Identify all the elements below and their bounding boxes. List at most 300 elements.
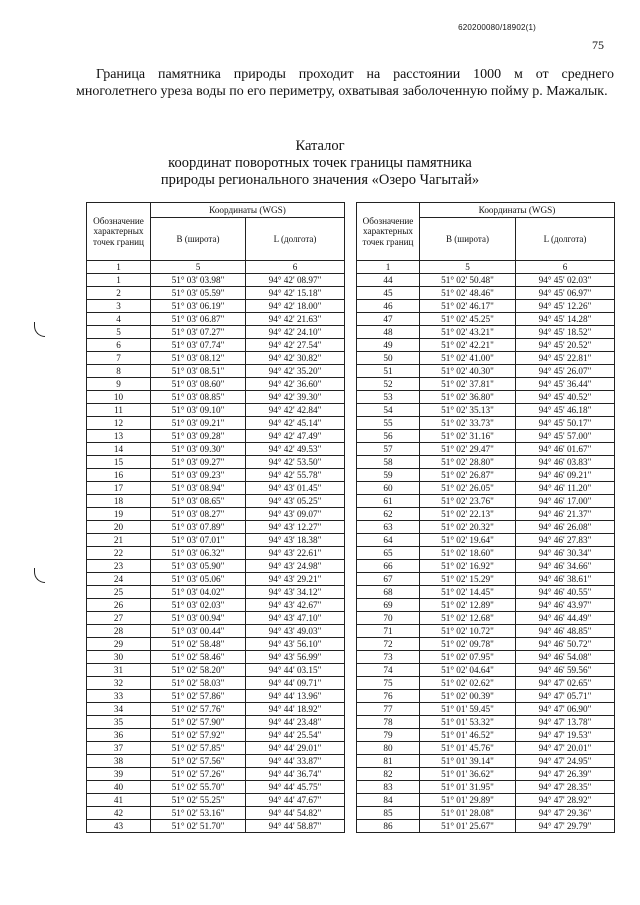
- latitude-cell: 51° 02' 57.26": [151, 768, 246, 781]
- table-row: [87, 651, 345, 664]
- latitude-cell: 51° 02' 07.95": [420, 651, 516, 664]
- coordinates-table-left: [86, 202, 345, 833]
- latitude-cell: 51° 03' 09.28": [151, 430, 246, 443]
- point-number-cell: 47: [357, 313, 420, 326]
- longitude-cell: 94° 44' 09.71": [246, 677, 345, 690]
- latitude-cell: 51° 01' 28.08": [420, 807, 516, 820]
- column-number-row: [87, 261, 345, 274]
- longitude-cell: 94° 43' 05.25": [246, 495, 345, 508]
- latitude-cell: 51° 02' 57.90": [151, 716, 246, 729]
- longitude-cell: 94° 44' 47.67": [246, 794, 345, 807]
- latitude-cell: 51° 02' 26.87": [420, 469, 516, 482]
- coords-column-header: Координаты (WGS): [420, 203, 615, 218]
- lon-column-header: L (долгота): [246, 218, 345, 261]
- longitude-cell: 94° 44' 45.75": [246, 781, 345, 794]
- point-number-cell: 53: [357, 391, 420, 404]
- longitude-cell: 94° 47' 20.01": [516, 742, 615, 755]
- latitude-cell: 51° 01' 53.32": [420, 716, 516, 729]
- latitude-cell: 51° 02' 15.29": [420, 573, 516, 586]
- table-row: [357, 755, 615, 768]
- point-number-cell: 59: [357, 469, 420, 482]
- table-row: [357, 274, 615, 287]
- latitude-cell: 51° 01' 25.67": [420, 820, 516, 833]
- latitude-cell: 51° 02' 58.03": [151, 677, 246, 690]
- point-number-cell: 78: [357, 716, 420, 729]
- point-number-cell: 35: [87, 716, 151, 729]
- latitude-cell: 51° 02' 33.73": [420, 417, 516, 430]
- point-number-cell: 23: [87, 560, 151, 573]
- longitude-cell: 94° 42' 53.50": [246, 456, 345, 469]
- table-row: [87, 534, 345, 547]
- latitude-cell: 51° 03' 06.19": [151, 300, 246, 313]
- point-number-cell: 25: [87, 586, 151, 599]
- longitude-cell: 94° 46' 09.21": [516, 469, 615, 482]
- point-number-cell: 34: [87, 703, 151, 716]
- longitude-cell: 94° 45' 12.26": [516, 300, 615, 313]
- table-row: [87, 638, 345, 651]
- point-number-cell: 4: [87, 313, 151, 326]
- longitude-cell: 94° 45' 06.97": [516, 287, 615, 300]
- table-row: [357, 703, 615, 716]
- point-number-cell: 69: [357, 599, 420, 612]
- longitude-cell: 94° 47' 26.39": [516, 768, 615, 781]
- latitude-cell: 51° 01' 59.45": [420, 703, 516, 716]
- latitude-cell: 51° 02' 22.13": [420, 508, 516, 521]
- latitude-cell: 51° 02' 26.05": [420, 482, 516, 495]
- latitude-cell: 51° 03' 02.03": [151, 599, 246, 612]
- latitude-cell: 51° 02' 57.85": [151, 742, 246, 755]
- latitude-cell: 51° 03' 00.44": [151, 625, 246, 638]
- table-row: [87, 599, 345, 612]
- point-number-cell: 82: [357, 768, 420, 781]
- latitude-cell: 51° 02' 55.70": [151, 781, 246, 794]
- table-row: [357, 586, 615, 599]
- longitude-cell: 94° 46' 30.34": [516, 547, 615, 560]
- longitude-cell: 94° 43' 34.12": [246, 586, 345, 599]
- point-number-cell: 44: [357, 274, 420, 287]
- point-number-cell: 28: [87, 625, 151, 638]
- longitude-cell: 94° 42' 15.18": [246, 287, 345, 300]
- point-number-cell: 85: [357, 807, 420, 820]
- table-row: [87, 456, 345, 469]
- longitude-cell: 94° 44' 54.82": [246, 807, 345, 820]
- table-row: [357, 820, 615, 833]
- point-number-cell: 3: [87, 300, 151, 313]
- longitude-cell: 94° 42' 45.14": [246, 417, 345, 430]
- point-number-cell: 31: [87, 664, 151, 677]
- longitude-cell: 94° 47' 06.90": [516, 703, 615, 716]
- table-row: [357, 742, 615, 755]
- longitude-cell: 94° 42' 39.30": [246, 391, 345, 404]
- point-number-cell: 19: [87, 508, 151, 521]
- longitude-cell: 94° 46' 59.56": [516, 664, 615, 677]
- latitude-cell: 51° 02' 58.48": [151, 638, 246, 651]
- latitude-cell: 51° 03' 07.27": [151, 326, 246, 339]
- latitude-cell: 51° 02' 20.32": [420, 521, 516, 534]
- longitude-cell: 94° 42' 27.54": [246, 339, 345, 352]
- longitude-cell: 94° 45' 50.17": [516, 417, 615, 430]
- longitude-cell: 94° 46' 50.72": [516, 638, 615, 651]
- longitude-cell: 94° 45' 26.07": [516, 365, 615, 378]
- point-number-cell: 36: [87, 729, 151, 742]
- table-row: [357, 625, 615, 638]
- latitude-cell: 51° 03' 08.60": [151, 378, 246, 391]
- latitude-cell: 51° 03' 05.90": [151, 560, 246, 573]
- table-row: [357, 443, 615, 456]
- latitude-cell: 51° 02' 40.30": [420, 365, 516, 378]
- latitude-cell: 51° 02' 35.13": [420, 404, 516, 417]
- table-row: [87, 703, 345, 716]
- table-row: [87, 716, 345, 729]
- longitude-cell: 94° 45' 36.44": [516, 378, 615, 391]
- table-row: [87, 573, 345, 586]
- longitude-cell: 94° 42' 35.20": [246, 365, 345, 378]
- lat-column-header: B (широта): [420, 218, 516, 261]
- table-row: [87, 547, 345, 560]
- latitude-cell: 51° 02' 28.80": [420, 456, 516, 469]
- point-number-cell: 11: [87, 404, 151, 417]
- longitude-cell: 94° 44' 03.15": [246, 664, 345, 677]
- coordinates-table-right: [356, 202, 615, 833]
- point-number-cell: 46: [357, 300, 420, 313]
- point-number-cell: 66: [357, 560, 420, 573]
- longitude-cell: 94° 46' 11.20": [516, 482, 615, 495]
- point-number-cell: 17: [87, 482, 151, 495]
- point-number-cell: 33: [87, 690, 151, 703]
- table-row: [357, 313, 615, 326]
- longitude-cell: 94° 42' 47.49": [246, 430, 345, 443]
- point-number-cell: 30: [87, 651, 151, 664]
- longitude-cell: 94° 46' 03.83": [516, 456, 615, 469]
- latitude-cell: 51° 03' 08.27": [151, 508, 246, 521]
- longitude-cell: 94° 44' 58.87": [246, 820, 345, 833]
- point-number-cell: 73: [357, 651, 420, 664]
- page-number: 75: [592, 38, 604, 52]
- column-number: 6: [516, 261, 615, 274]
- lon-column-header: L (долгота): [516, 218, 615, 261]
- latitude-cell: 51° 03' 08.94": [151, 482, 246, 495]
- point-number-cell: 55: [357, 417, 420, 430]
- point-number-cell: 5: [87, 326, 151, 339]
- longitude-cell: 94° 42' 08.97": [246, 274, 345, 287]
- table-row: [87, 430, 345, 443]
- table-row: [357, 768, 615, 781]
- table-row: [87, 586, 345, 599]
- latitude-cell: 51° 02' 43.21": [420, 326, 516, 339]
- longitude-cell: 94° 43' 49.03": [246, 625, 345, 638]
- latitude-cell: 51° 03' 08.12": [151, 352, 246, 365]
- latitude-cell: 51° 03' 09.27": [151, 456, 246, 469]
- point-number-cell: 67: [357, 573, 420, 586]
- longitude-cell: 94° 44' 29.01": [246, 742, 345, 755]
- table-row: [357, 534, 615, 547]
- table-row: [357, 365, 615, 378]
- point-number-cell: 12: [87, 417, 151, 430]
- longitude-cell: 94° 44' 23.48": [246, 716, 345, 729]
- latitude-cell: 51° 02' 57.92": [151, 729, 246, 742]
- table-row: [357, 404, 615, 417]
- latitude-cell: 51° 02' 14.45": [420, 586, 516, 599]
- table-row: [87, 690, 345, 703]
- longitude-cell: 94° 46' 26.08": [516, 521, 615, 534]
- latitude-cell: 51° 02' 42.21": [420, 339, 516, 352]
- table-row: [357, 287, 615, 300]
- table-row: [357, 807, 615, 820]
- table-row: [357, 456, 615, 469]
- longitude-cell: 94° 42' 30.82": [246, 352, 345, 365]
- latitude-cell: 51° 03' 09.23": [151, 469, 246, 482]
- column-number: 1: [87, 261, 151, 274]
- table-row: [357, 560, 615, 573]
- table-row: [87, 378, 345, 391]
- table-row: [87, 508, 345, 521]
- longitude-cell: 94° 43' 22.61": [246, 547, 345, 560]
- latitude-cell: 51° 02' 04.64": [420, 664, 516, 677]
- point-number-cell: 2: [87, 287, 151, 300]
- table-row: [87, 612, 345, 625]
- longitude-cell: 94° 44' 13.96": [246, 690, 345, 703]
- title-line-3: природы регионального значения «Озеро Чагытай»: [160, 172, 480, 188]
- latitude-cell: 51° 03' 09.21": [151, 417, 246, 430]
- latitude-cell: 51° 03' 05.06": [151, 573, 246, 586]
- latitude-cell: 51° 02' 53.16": [151, 807, 246, 820]
- point-number-cell: 83: [357, 781, 420, 794]
- point-number-cell: 61: [357, 495, 420, 508]
- latitude-cell: 51° 02' 12.89": [420, 599, 516, 612]
- point-column-header: Обозначение характерных точек границ: [87, 203, 151, 261]
- latitude-cell: 51° 02' 31.16": [420, 430, 516, 443]
- longitude-cell: 94° 45' 22.81": [516, 352, 615, 365]
- point-number-cell: 70: [357, 612, 420, 625]
- point-number-cell: 77: [357, 703, 420, 716]
- point-number-cell: 45: [357, 287, 420, 300]
- document-number: 620200080/18902(1): [458, 23, 536, 32]
- longitude-cell: 94° 44' 33.87": [246, 755, 345, 768]
- latitude-cell: 51° 02' 23.76": [420, 495, 516, 508]
- point-number-cell: 68: [357, 586, 420, 599]
- table-row: [357, 469, 615, 482]
- latitude-cell: 51° 03' 00.94": [151, 612, 246, 625]
- latitude-cell: 51° 01' 31.95": [420, 781, 516, 794]
- latitude-cell: 51° 03' 03.98": [151, 274, 246, 287]
- table-row: [87, 404, 345, 417]
- point-number-cell: 80: [357, 742, 420, 755]
- longitude-cell: 94° 46' 01.67": [516, 443, 615, 456]
- table-row: [357, 599, 615, 612]
- latitude-cell: 51° 02' 55.25": [151, 794, 246, 807]
- point-number-cell: 20: [87, 521, 151, 534]
- latitude-cell: 51° 01' 39.14": [420, 755, 516, 768]
- longitude-cell: 94° 43' 18.38": [246, 534, 345, 547]
- point-number-cell: 18: [87, 495, 151, 508]
- longitude-cell: 94° 44' 36.74": [246, 768, 345, 781]
- longitude-cell: 94° 46' 21.37": [516, 508, 615, 521]
- latitude-cell: 51° 02' 58.46": [151, 651, 246, 664]
- intro-paragraph: Граница памятника природы проходит на расстоянии 1000 м от среднего многолетнего уреза воды по его периметру, охватывая заболоченную пойму р. Мажалык.: [76, 67, 614, 99]
- latitude-cell: 51° 01' 45.76": [420, 742, 516, 755]
- point-number-cell: 54: [357, 404, 420, 417]
- table-row: [87, 794, 345, 807]
- catalog-title: [150, 138, 490, 189]
- table-row: [357, 729, 615, 742]
- table-row: [87, 300, 345, 313]
- lat-column-header: B (широта): [151, 218, 246, 261]
- longitude-cell: 94° 47' 28.35": [516, 781, 615, 794]
- latitude-cell: 51° 03' 06.87": [151, 313, 246, 326]
- point-number-cell: 64: [357, 534, 420, 547]
- point-column-header: Обозначение характерных точек границ: [357, 203, 420, 261]
- latitude-cell: 51° 02' 36.80": [420, 391, 516, 404]
- latitude-cell: 51° 03' 06.32": [151, 547, 246, 560]
- column-number: 5: [420, 261, 516, 274]
- table-row: [87, 820, 345, 833]
- point-number-cell: 63: [357, 521, 420, 534]
- title-line-2: координат поворотных точек границы памятника: [168, 155, 472, 171]
- latitude-cell: 51° 02' 10.72": [420, 625, 516, 638]
- latitude-cell: 51° 02' 57.56": [151, 755, 246, 768]
- table-row: [87, 326, 345, 339]
- point-number-cell: 50: [357, 352, 420, 365]
- longitude-cell: 94° 43' 01.45": [246, 482, 345, 495]
- latitude-cell: 51° 02' 02.62": [420, 677, 516, 690]
- table-row: [87, 755, 345, 768]
- point-number-cell: 13: [87, 430, 151, 443]
- table-row: [357, 664, 615, 677]
- table-row: [87, 768, 345, 781]
- latitude-cell: 51° 02' 58.20": [151, 664, 246, 677]
- point-number-cell: 15: [87, 456, 151, 469]
- table-row: [357, 508, 615, 521]
- table-row: [357, 547, 615, 560]
- table-row: [357, 612, 615, 625]
- longitude-cell: 94° 43' 24.98": [246, 560, 345, 573]
- latitude-cell: 51° 01' 36.62": [420, 768, 516, 781]
- longitude-cell: 94° 46' 54.08": [516, 651, 615, 664]
- point-number-cell: 62: [357, 508, 420, 521]
- latitude-cell: 51° 01' 29.89": [420, 794, 516, 807]
- longitude-cell: 94° 45' 02.03": [516, 274, 615, 287]
- table-row: [357, 352, 615, 365]
- point-number-cell: 48: [357, 326, 420, 339]
- point-number-cell: 27: [87, 612, 151, 625]
- table-row: [87, 807, 345, 820]
- longitude-cell: 94° 45' 14.28": [516, 313, 615, 326]
- column-number-row: [357, 261, 615, 274]
- point-number-cell: 41: [87, 794, 151, 807]
- latitude-cell: 51° 02' 19.64": [420, 534, 516, 547]
- table-row: [357, 677, 615, 690]
- longitude-cell: 94° 47' 19.53": [516, 729, 615, 742]
- table-row: [357, 326, 615, 339]
- table-row: [87, 339, 345, 352]
- point-number-cell: 24: [87, 573, 151, 586]
- longitude-cell: 94° 42' 24.10": [246, 326, 345, 339]
- longitude-cell: 94° 47' 05.71": [516, 690, 615, 703]
- point-number-cell: 72: [357, 638, 420, 651]
- table-row: [87, 521, 345, 534]
- point-number-cell: 76: [357, 690, 420, 703]
- point-number-cell: 60: [357, 482, 420, 495]
- column-number: 6: [246, 261, 345, 274]
- point-number-cell: 14: [87, 443, 151, 456]
- latitude-cell: 51° 03' 04.02": [151, 586, 246, 599]
- point-number-cell: 52: [357, 378, 420, 391]
- latitude-cell: 51° 03' 05.59": [151, 287, 246, 300]
- latitude-cell: 51° 03' 08.65": [151, 495, 246, 508]
- table-row: [357, 716, 615, 729]
- table-header-row: [87, 203, 345, 218]
- point-number-cell: 74: [357, 664, 420, 677]
- coords-column-header: Координаты (WGS): [151, 203, 345, 218]
- table-row: [87, 729, 345, 742]
- table-row: [357, 794, 615, 807]
- point-number-cell: 84: [357, 794, 420, 807]
- binding-hole-mark: [34, 322, 45, 337]
- longitude-cell: 94° 42' 49.53": [246, 443, 345, 456]
- longitude-cell: 94° 43' 29.21": [246, 573, 345, 586]
- latitude-cell: 51° 02' 12.68": [420, 612, 516, 625]
- point-number-cell: 8: [87, 365, 151, 378]
- point-number-cell: 71: [357, 625, 420, 638]
- table-row: [87, 742, 345, 755]
- table-row: [87, 560, 345, 573]
- point-number-cell: 79: [357, 729, 420, 742]
- longitude-cell: 94° 46' 27.83": [516, 534, 615, 547]
- longitude-cell: 94° 47' 28.92": [516, 794, 615, 807]
- point-number-cell: 81: [357, 755, 420, 768]
- table-row: [87, 352, 345, 365]
- longitude-cell: 94° 42' 55.78": [246, 469, 345, 482]
- longitude-cell: 94° 45' 40.52": [516, 391, 615, 404]
- latitude-cell: 51° 03' 08.85": [151, 391, 246, 404]
- table-row: [87, 443, 345, 456]
- table-row: [87, 287, 345, 300]
- table-row: [357, 391, 615, 404]
- longitude-cell: 94° 46' 38.61": [516, 573, 615, 586]
- longitude-cell: 94° 43' 42.67": [246, 599, 345, 612]
- table-row: [87, 469, 345, 482]
- longitude-cell: 94° 45' 57.00": [516, 430, 615, 443]
- point-number-cell: 39: [87, 768, 151, 781]
- point-number-cell: 58: [357, 456, 420, 469]
- point-number-cell: 16: [87, 469, 151, 482]
- table-row: [87, 274, 345, 287]
- longitude-cell: 94° 45' 20.52": [516, 339, 615, 352]
- table-row: [87, 625, 345, 638]
- table-row: [357, 482, 615, 495]
- latitude-cell: 51° 03' 09.10": [151, 404, 246, 417]
- point-number-cell: 42: [87, 807, 151, 820]
- point-number-cell: 65: [357, 547, 420, 560]
- column-number: 5: [151, 261, 246, 274]
- table-row: [87, 313, 345, 326]
- longitude-cell: 94° 44' 25.54": [246, 729, 345, 742]
- point-number-cell: 21: [87, 534, 151, 547]
- latitude-cell: 51° 01' 46.52": [420, 729, 516, 742]
- longitude-cell: 94° 46' 17.00": [516, 495, 615, 508]
- latitude-cell: 51° 02' 50.48": [420, 274, 516, 287]
- table-row: [357, 300, 615, 313]
- latitude-cell: 51° 02' 18.60": [420, 547, 516, 560]
- point-number-cell: 7: [87, 352, 151, 365]
- point-number-cell: 1: [87, 274, 151, 287]
- table-header-row: [357, 203, 615, 218]
- table-row: [87, 495, 345, 508]
- latitude-cell: 51° 03' 07.89": [151, 521, 246, 534]
- longitude-cell: 94° 43' 12.27": [246, 521, 345, 534]
- longitude-cell: 94° 42' 36.60": [246, 378, 345, 391]
- point-number-cell: 22: [87, 547, 151, 560]
